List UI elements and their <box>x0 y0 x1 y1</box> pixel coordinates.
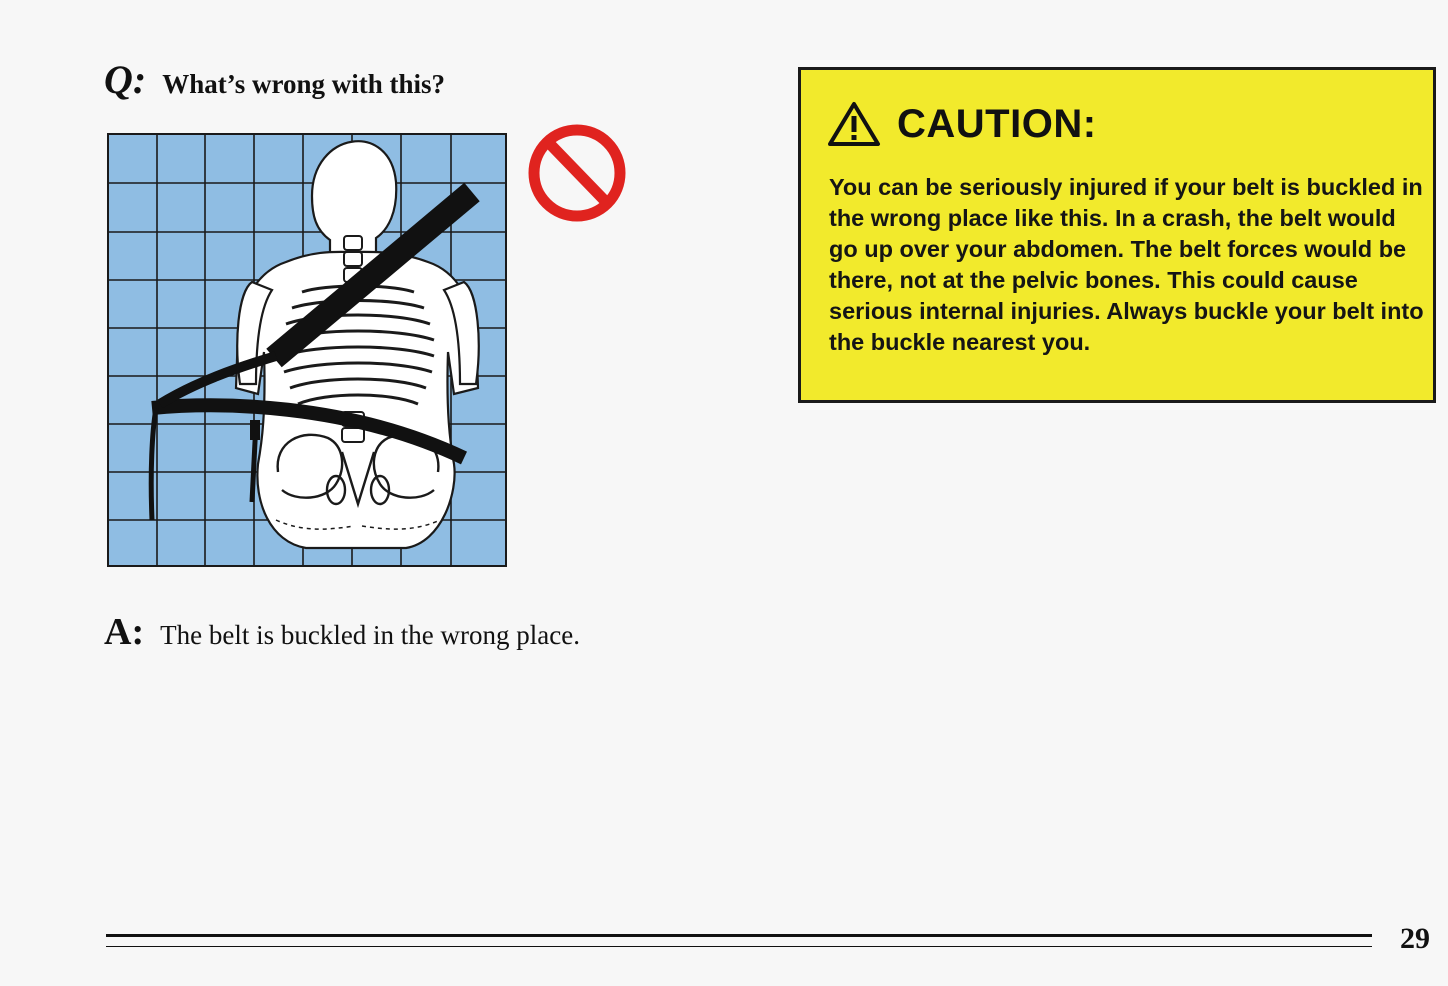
question <box>104 56 445 106</box>
answer-text: The belt is buckled in the wrong place. <box>160 620 580 650</box>
question-text: What’s wrong with this? <box>162 69 446 99</box>
question-label: Q: <box>104 57 147 102</box>
seatbelt-illustration <box>106 112 508 570</box>
footer-rule <box>106 934 1372 937</box>
caution-title: CAUTION: <box>897 101 1097 146</box>
warning-triangle-icon <box>827 100 897 148</box>
page-number: 29 <box>1400 922 1430 955</box>
prohibited-icon <box>524 120 630 226</box>
caution-body: You can be seriously injured if your belt is buckled in the wrong place like this. In a crash, the belt would go up over your abdomen. The belt forces would be there, not at the pelvic bones. This could cause serious internal injuries. Always buckle your belt into the buckle nearest you. <box>829 174 1424 355</box>
caution-box <box>798 67 1436 403</box>
footer-rule-thin <box>106 946 1372 947</box>
answer-label: A: <box>104 611 145 653</box>
caution-header <box>827 100 1097 148</box>
answer <box>104 610 580 654</box>
